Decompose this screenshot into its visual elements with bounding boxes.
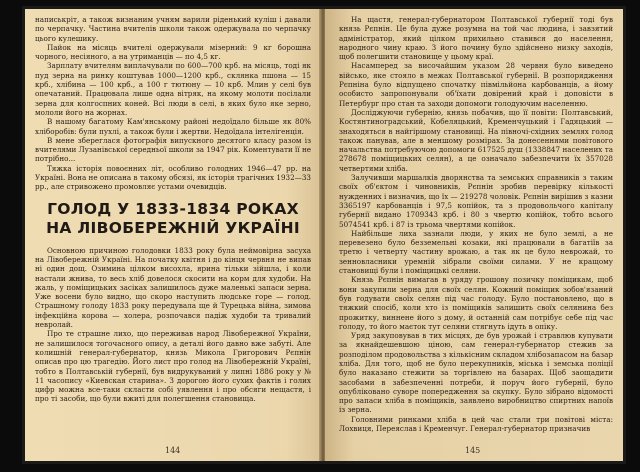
right-text — [339, 15, 613, 433]
paragraph: Насамперед за височайшим указом 28 червня було виведено військо, яке стояло в межах Полтавської губернії. В розпорядження Рєпніна було відпущено спочатку півмільйона карбованців, а йому особисто запропонували об'їхати довірений край і доповісти в Петербург про стан та заходи допомоги голодуючим населенню. — [339, 61, 613, 108]
page-number-right: 145 — [465, 446, 481, 455]
page-number-left: 144 — [165, 446, 181, 455]
paragraph: Зарплату вчителям виплачували по 600—700 крб. на місяць, тоді як пуд зерна на ринку коштував 1000—1200 крб., склянка пшона — 15 крб., хлібина — 100 крб., а 100 г тютюну — 10 крб. Млин у селі був опечатаний. Працювала лише одна вітряк, на якому молоти посілали зерна для колгоспних коней. Всі люди в селі, в яких було яке зерно, мололи його на жорнах. — [35, 61, 311, 117]
paragraph: Найбільше лиха зазнали люди, у яких не було землі, а не перевезено було безземельні козаки, які працювали в багатіїв за третю і четверту частину врожаю, а так як це було неврожай, то зенновласники уремній зібрали своїми силами. У не кращому становищі були і поміщицькі селяни. — [339, 228, 613, 276]
paragraph: Тяжка історія повоєнних літ, особливо голодних 1946—47 рр. на Україні. Вона не описана в такому обсязі, як історія трагічних 1932—33 рр., але стривожено промовляє устами очевидців. — [35, 163, 311, 192]
paragraph: Головними ринками хліба в цей час стали три повітові міста: Лохвиця, Переяслав і Кременчуг. Генерал-губернатор призначив — [339, 414, 613, 434]
paragraph: Основною причиною голодовки 1833 року була неймовірна засуха на Лівобережній Україні. На початку квітня і до кінця червня не випав ні один дощ. Озимина цілком висохла, ярина тільки зійшла, і коли настали жнива, то весь хліб довелося скосити на корм для худоби. На жаль, у поміщицьких засіках залишилось дуже маленькі запаси зерна. Уже восени було видно, що скоро наступить людське горе — голод. Страшному голоду 1833 року передувала ще й Турецька війна, зимова інфекційна корова — холера, розпочався падіж худоби та тривалий невролай. — [35, 245, 311, 330]
left-text-top — [35, 15, 311, 192]
paragraph: Князь Рєпнін вимагав в уряду грошову позичку поміщикам, щоб вони закупили зерна для своїх селян. Кожний поміщик зобов'язаний був годувати своїх селян під час голоду. Було постановлено, що в тяжкий спосіб, коли хто із поміщиків залишить своїх селянина без прожитку, виннене його з дому, й останній сам потрібує себе під час голоду, то його маєток тут селяни стягнуть ідуть в опіку. — [339, 275, 613, 331]
paragraph: Уряд закуповував в тих місцях, де був урожай і стравлюв купувати за якнайдешевшою ціною, сам генерал-губернатор стежив за розподілом продовольства з кількісним складом хлібозапасом на базар хліба. Для того, щоб не було перекупників, міська і земська поліції було наказано стежити за торгівлею на базарах. Щоб заощадити засобами в забезпеченні потреби, й поруч його губернії, було опубліковано суворе попередження за скупку. Було зібрано відомості про запаси хліба в поміщиків, заявлено виробництво спиртних напоїв із зерна. — [339, 331, 613, 415]
paragraph: В нашому багатому Кам'янському районі недоїдало більше як 80% хліборобів: були пухлі, а також були і жертви. Недоїдала інтелігенція. — [35, 117, 311, 136]
paragraph: На щастя, генерал-губернатором Полтавської губернії тоді був князь Рєпнін. Це була дуже розумна на той час людина, і завзятий адміністратор, який цілком прихильно ставився до населення, народного чину краю. З його почину було здійснено низку заходів, щоб полегшити становище у цьому краї. — [339, 15, 613, 62]
left-text-bottom — [35, 246, 311, 404]
paragraph: написькріт, а також визнаним учням варили ріденький куліш і давали по черпачку. Частина вчителів школи також одержувала по черпачку цього кулешику. — [35, 15, 311, 43]
chapter-heading-line2: НА ЛІВОБЕРЕЖНІЙ УКРАЇНІ — [46, 218, 300, 237]
paragraph: В мене збереглася фотографія випускного десятого класу разом із вчителями Лузанівської середньої школи за 1947 рік. Коментувати її не потрібно... — [35, 135, 311, 164]
right-page — [325, 9, 623, 461]
paragraph: Пайок на місяць вчителі одержували мізерний: 9 кг борошна чорного, несіяного, а на утриманців — по 4,5 кг. — [35, 42, 311, 62]
chapter-heading — [35, 200, 311, 238]
left-page — [25, 9, 321, 461]
paragraph: Про те страшне лихо, що переживав народ Лівобережної України, не залишилося тогочасного опису, а деталі його давно вже забуті. Але колишній генерал-губернатор, князь Микола Григорович Рєпнін описав про цю трагедію. Його лист про голод на Лівобережній Україні, тобто в Полтавській губернії, був видрукуваний у липні 1886 року у № 11 часопису «Киевская старина». З дорогою його сухих фактів і голих цифр можна все-таки скласти собі уявлення і про обсяги нещастя, і про ті засоби, що були вжиті для полегшення становища. — [35, 329, 311, 404]
book-spread — [22, 6, 626, 464]
paragraph: Залучивши маршалків дворянства та земських справників з таким своїх об'єктом і чиновників, Рєпнін зробив перевірку кількості нужденних і визначив, що їх — 219278 чоловік. Рєпнін вирішив з казни 3365197 карбованців і 97,5 копійок, та з продовольчого капіталу губернії видано 1709343 крб. і 80 з чвертю копійок, тобто всього 5074541 крб. і 87 із трьома чвертями копійок. — [339, 173, 613, 229]
paragraph: Досліджуючи губернію, князь побачив, що її повіти: Полтавський, Костянтиноградський, Кобеляцький, Кременчуцький і Гадяцький — знаходяться в найгіршому становищі. На півночі-східних землях голод також панував, але в меншому розмірах. За донесеннями повітового начальства потребуючою допомоги 617525 душ (1338847 населених та 278678 поміщицьких селян), а це означало забезпечити їх 357028 четвертями хліба. — [339, 107, 613, 173]
chapter-heading-line1: ГОЛОД У 1833-1834 РОКАХ — [47, 199, 299, 218]
